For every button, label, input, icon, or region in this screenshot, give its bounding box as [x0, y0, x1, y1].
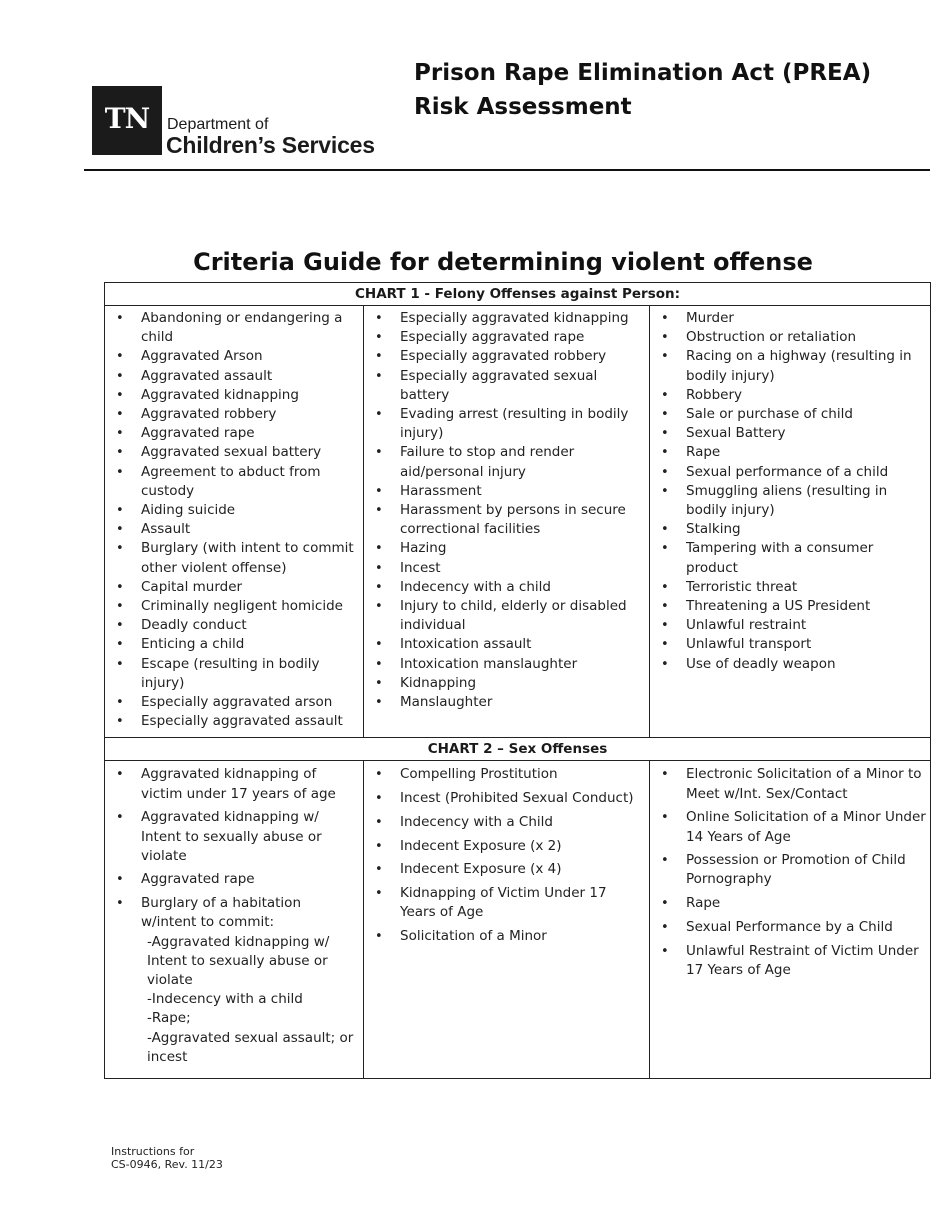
list-item: • Especially aggravated robbery [364, 347, 645, 366]
list-item: • Assault [105, 520, 359, 539]
logo-department-line: Department of [167, 116, 269, 133]
list-item: • Unlawful transport [650, 635, 926, 654]
list-item: • Criminally negligent homicide [105, 597, 359, 616]
list-item: • Racing on a highway (resulting in bodily injury) [650, 347, 926, 385]
footer-form-id [111, 1145, 223, 1171]
chart1-heading: CHART 1 - Felony Offenses against Person: [105, 283, 931, 306]
list-item: • Aggravated robbery [105, 405, 359, 424]
list-item: • Rape [650, 443, 926, 462]
list-item: • Failure to stop and render aid/personal injury [364, 443, 645, 481]
list-item: • Murder [650, 309, 926, 328]
list-item: • Especially aggravated sexual battery [364, 367, 645, 405]
list-item: • Sexual performance of a child [650, 463, 926, 482]
footer-line-1: Instructions for [111, 1145, 195, 1158]
logo-agency-line: Children’s Services [166, 132, 375, 158]
criteria-table [104, 282, 931, 1079]
list-item: • Aggravated sexual battery [105, 443, 359, 462]
list-item: • Stalking [650, 520, 926, 539]
list-item: • Abandoning or endangering a child [105, 309, 359, 347]
header-divider [84, 169, 930, 171]
chart1-column-2 [364, 306, 650, 738]
list-item: • Aiding suicide [105, 501, 359, 520]
list-item: • Indecency with a child [364, 578, 645, 597]
list-item: • Online Solicitation of a Minor Under 14 Years of Age [650, 808, 926, 846]
document-title: Prison Rape Elimination Act (PREA) Risk Assessment [414, 60, 872, 120]
list-item: • Incest [364, 559, 645, 578]
list-item: • Indecency with a Child [364, 813, 645, 832]
list-item: • Intoxication manslaughter [364, 655, 645, 674]
list-item: • Use of deadly weapon [650, 655, 926, 674]
list-item: • Indecent Exposure (x 2) [364, 837, 645, 856]
chart2-column-1 [105, 761, 364, 1078]
list-item: • Sale or purchase of child [650, 405, 926, 424]
list-item: • Kidnapping [364, 674, 645, 693]
list-item: • Rape [650, 894, 926, 913]
list-item: • Aggravated rape [105, 424, 359, 443]
list-item: • Sexual Performance by a Child [650, 918, 926, 937]
chart2-heading: CHART 2 – Sex Offenses [105, 738, 931, 761]
list-item: • Capital murder [105, 578, 359, 597]
list-item: • Terroristic threat [650, 578, 926, 597]
list-item: • Injury to child, elderly or disabled individual [364, 597, 645, 635]
footer-line-2: CS-0946, Rev. 11/23 [111, 1158, 223, 1171]
list-item: • Threatening a US President [650, 597, 926, 616]
burglary-subitem: -Rape; [147, 1010, 191, 1027]
list-item: • Escape (resulting in bodily injury) [105, 655, 359, 693]
list-item: • Solicitation of a Minor [364, 927, 645, 946]
list-item: • Evading arrest (resulting in bodily injury) [364, 405, 645, 443]
list-item: • Smuggling aliens (resulting in bodily injury) [650, 482, 926, 520]
list-item: • Indecent Exposure (x 4) [364, 860, 645, 879]
list-item: • Especially aggravated arson [105, 693, 359, 712]
list-item: • Enticing a child [105, 635, 359, 654]
chart1-column-1 [105, 306, 364, 738]
list-item: • Unlawful restraint [650, 616, 926, 635]
list-item: • Harassment by persons in secure correctional facilities [364, 501, 645, 539]
list-item: • Aggravated assault [105, 367, 359, 386]
list-item: • Harassment [364, 482, 645, 501]
burglary-subitem: -Aggravated sexual assault; or incest [147, 1029, 354, 1065]
list-item: • Aggravated kidnapping [105, 386, 359, 405]
chart1-column-3 [650, 306, 931, 738]
list-item: • Kidnapping of Victim Under 17 Years of Age [364, 884, 645, 922]
list-item: • Intoxication assault [364, 635, 645, 654]
list-item: • Burglary (with intent to commit other violent offense) [105, 539, 359, 577]
tn-logo-mark: TN [92, 86, 162, 152]
list-item: • Possession or Promotion of Child Pornography [650, 851, 926, 889]
list-item: • Tampering with a consumer product [650, 539, 926, 577]
guide-title: Criteria Guide for determining violent offense [193, 248, 813, 276]
list-item: • Obstruction or retaliation [650, 328, 926, 347]
list-item: • Incest (Prohibited Sexual Conduct) [364, 789, 645, 808]
list-item: • Aggravated rape [105, 870, 359, 889]
burglary-subitem: -Aggravated kidnapping w/ Intent to sexually abuse or violate [147, 933, 330, 988]
burglary-lead: Burglary of a habitation w/intent to commit: [141, 895, 301, 931]
list-item: • Hazing [364, 539, 645, 558]
list-item: • Compelling Prostitution [364, 765, 645, 784]
list-item: • Deadly conduct [105, 616, 359, 635]
list-item: • Aggravated Arson [105, 347, 359, 366]
logo-underline [92, 152, 162, 155]
chart2-column-3 [650, 761, 931, 1078]
list-item: • Especially aggravated assault [105, 712, 359, 731]
list-item-burglary [105, 894, 359, 1067]
list-item: • Electronic Solicitation of a Minor to Meet w/Int. Sex/Contact [650, 765, 926, 803]
agency-logo [92, 86, 397, 156]
list-item: • Unlawful Restraint of Victim Under 17 Years of Age [650, 942, 926, 980]
list-item: • Robbery [650, 386, 926, 405]
list-item: • Agreement to abduct from custody [105, 463, 359, 501]
list-item: • Sexual Battery [650, 424, 926, 443]
list-item: • Manslaughter [364, 693, 645, 712]
chart2-column-2 [364, 761, 650, 1078]
list-item: • Aggravated kidnapping w/ Intent to sexually abuse or violate [105, 808, 359, 866]
list-item: • Especially aggravated kidnapping [364, 309, 645, 328]
list-item: • Aggravated kidnapping of victim under 17 years of age [105, 765, 359, 803]
burglary-subitem: -Indecency with a child [147, 991, 303, 1008]
list-item: • Especially aggravated rape [364, 328, 645, 347]
